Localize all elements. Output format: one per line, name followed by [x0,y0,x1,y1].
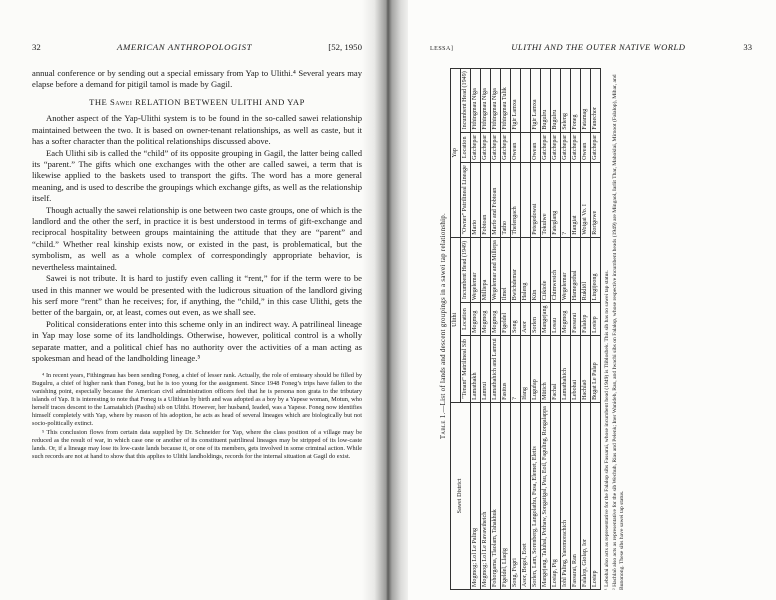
page-number-left: 32 [32,42,41,52]
table-cell: Woigai Vo. I [581,162,591,237]
table-cell: Losiep [591,402,601,589]
table-cell: Bugat Le Palap [591,335,601,402]
page-number-right: 33 [743,42,752,52]
table-cell: Gatchepar [491,132,501,162]
table-cell: Fanechor [591,69,601,133]
table-caption-text: —List of lands and descent groupings in a sawei tap relationship. [440,212,447,413]
issue-number: [52, 1950 [328,42,362,52]
table-cell: Milliepa [481,237,491,303]
table-cell: Lamathahich [561,335,571,402]
table-row [561,69,571,590]
table-cell: Sorlen [531,303,541,336]
table-cell: Seleng [561,69,571,133]
table-cell: Kün [531,237,541,303]
author-tag: LESSA] [430,46,454,52]
table-cell: Gatchepar [501,132,511,162]
table-cell: Petegedowai [531,162,541,237]
table-cell: Lamathahich and Lamrui [491,335,501,402]
intro-paragraph: annual conference or by sending out a special emissary from Yap to Ulithi.⁴ Several years may elapse before a demand for pitigil tamol is made by Gagil. [32,68,362,90]
table-cell: Mangejang [541,303,551,336]
table-cell: Mogmog; Lol Le Paling [471,402,481,589]
right-page [408,0,776,600]
table-cell: Losiap, Pig [551,402,561,589]
section-heading [32,97,362,108]
table-row [491,69,501,590]
table-row [541,69,551,590]
table-note: ¹ Lebohai also acts as representative for the Falalop sibs Fassarai, whose incumbent head (1949) is Tlibloshek. This sib has no sawei tap status. [604,270,610,590]
table-cell: Marfo and Fobtoan [491,162,501,237]
table-row [501,69,511,590]
table-cell: Rorigowe [591,162,601,237]
table-cell: ? [511,335,521,402]
table-cell: Mogmog [491,303,501,336]
table-cell: Chimwesich [551,237,561,303]
rotated-table-area [430,62,752,590]
table-cell: Thelengach [511,162,521,237]
table-header: Location [461,303,471,336]
table-cell: Hamegothal [571,237,581,303]
table-note: ² Hachlaö also acts as representative for the sib Wechuh, Rias and Pelenk; Iner Wanideb, Ran, and Iwachi sibs on Falalop, whose respective incumbent heads (1949) are Mingaol, Iarlit Thar, Mahoklai, Mimoot (Falalop), Mihar, and Bunonong. These sibs have sawei tap status. [611,74,625,590]
table-cell: Bwichdemar [511,237,521,303]
table-header: Incumbent Head (1949) [461,237,471,303]
table-cell: Gatchepar [541,132,551,162]
table-cell: Fohorgama, Tlaolam, Tahakhuk [491,402,501,589]
table-cell: Fasitus [501,335,511,402]
table-header: Location [461,132,471,162]
table-cell: Fobtoan [481,162,491,237]
table-header: Incumbent Head (1949) [461,69,471,133]
table-row [531,69,541,590]
table-caption-label: Table 1. [440,412,447,440]
left-running-header [32,42,362,52]
table-cell: Falalop [581,303,591,336]
table-row [571,69,581,590]
table-cell: Owean [581,132,591,162]
table-cell: Song, Fogri [511,402,521,589]
table-cell: Lebohai [571,335,581,402]
table-header: "Owner" Patrilineal Lineage [461,162,471,237]
table-cell: Wegelemar and Milliepa [491,237,501,303]
table-cell: Fatamag [581,69,591,133]
table-cell: Gatchepar [551,132,561,162]
table-cell: Sorlen, Lam, Sorenberg, Langolathu, Fusa, Elemet, Eletis [531,402,541,589]
table-cell: Fachal [551,335,561,402]
footnotes [32,372,362,462]
table-cell: Iohl Paling, Yaromorachich [561,402,571,589]
lands-table [450,68,601,590]
table-caption [440,62,447,590]
table-cell: Figir Lamxa [531,69,541,133]
table-header-sawei-district: Sawei District [451,402,471,589]
table-cell [521,132,531,162]
body-paragraph: Though actually the sawei relationship is one between two caste groups, one of which is the landlord and the other the serf, in practice it is best understood in terms of gift-exchange and reciprocal hospitality between groups maintaining the attitude that they are “parent” and “child.” Whether real kinship exists now, or existed in the past, is problematical, but the symbolism, as well as a whole complex of correspondingly appropriate behavior, is nevertheless maintained. [32,204,362,272]
body-paragraph: Each Ulithi sib is called the “child” of its opposite grouping in Gagil, the latter being called its “parent.” The gifts which one exchanges with the other are called sawei, a term that is likewise applied to the baskets used to transport the gifts. The word has a more general meaning, and is used to describe the groupings which exchange gifts, as well as the relationship itself. [32,147,362,204]
right-running-header [430,42,752,52]
table-cell: Figir Lamxa [511,69,521,133]
table-cell: Losiep [591,303,601,336]
table-cell [521,69,531,133]
table-row [511,69,521,590]
table-cell: Owean [511,132,521,162]
table-cell: Mario [471,162,481,237]
table-cell: Bugulru [541,69,551,133]
table-cell: Owean [531,132,541,162]
table-cell: Fateglang [551,162,561,237]
table-row [481,69,491,590]
table-row [471,69,481,590]
table-cell: Song [511,303,521,336]
section-heading-post: RELATION BETWEEN ULITHI AND YAP [132,96,305,107]
table-cell: Lugufap [531,335,541,402]
table-cell: Asor [521,303,531,336]
table-cell: Hangiat [571,162,581,237]
table-header-ulithi: Ulithi [451,237,461,402]
table-cell: Tatho [501,162,511,237]
table-cell: Fithingmau Niga [491,69,501,133]
footnote: ⁴ In recent years, Fithingmau has been sending Foneg, a chief of lesser rank. Actually, the role of emissary should be filled by Bugulru, a chief of higher rank than Foneg, but he is too young for the assignment. Since 1948 Foneg’s trips have fallen to the vanishing point, especially because the American civil administration officers feel that he is persona non grata to the tributary islands of Yap. It is interesting to note that Foneg is a Ulithian by birth and was adopted as a boy by a Yapese woman, Motun, who herself traces descent to the Lamatahich (Pasthu) sib on Ulithi. However, her husband, Ieaded, was a Yapese. Foneg now identifies himself completely with Yap, where by reason of his adoption, he acts as head of several lineages which are biologically but not socio-politically extinct. [32,371,362,427]
table-cell: Rukliöl [581,237,591,303]
table-cell: Mogmog [561,303,571,336]
left-body-text [32,68,362,462]
table-cell: Fassarai, Ran [571,402,581,589]
table-cell: Fithingmau Niga [471,69,481,133]
body-paragraph: Political considerations enter into this scheme only in an indirect way. A patrilineal lineage in Yap may lose some of its landholdings. Otherwise, however, political control is a wholly separate matter, and a political chief has no authority over the activities of a man acting as spokesman and head of the landholding lineage.⁵ [32,318,362,364]
table-header-yap: Yap [451,69,461,238]
table-cell: Mütich [541,335,551,402]
table-cell [521,162,531,237]
table-cell: Losau [551,303,561,336]
table-row [581,69,591,590]
table-cell: Ciikiole [541,237,551,303]
section-heading-sawei: Sawei [109,96,133,107]
table-cell: Gatchepar [481,132,491,162]
table-cell: Tokulwe [541,162,551,237]
journal-title: AMERICAN ANTHROPOLOGIST [116,42,253,52]
book-spine-shadow [362,0,412,600]
table-cell: Wegelemar [561,237,571,303]
table-cell: Bugulru [551,69,561,133]
table-cell: Fithingmau Niga [481,69,491,133]
table-row [521,69,531,590]
table-cell: Lamrui [481,335,491,402]
table-header: "Tenant" Matrilineal Sib [461,335,471,402]
table-cell: Fithingmau Tulik [501,69,511,133]
body-paragraph: Another aspect of the Yap-Ulithi system is to be found in the so-called sawei relationship maintained between the two. It is based on owner-tenant relationships, as well as caste, but it has a softer character than the political relationships discussed above. [32,113,362,147]
table-cell: Ilmel [501,237,511,303]
table-cell: Foneg [571,69,581,133]
body-paragraph: Sawei is not tribute. It is hard to justify even calling it “rent,” for if the term were to be used in this manner we would be presented with the ludicrous situation of the landlord giving his serf more “rent” than he receives; for, if anything, the “child,” in this case Ulithi, gets the better of the bargain, or, at least, comes out even, as we shall see. [32,273,362,318]
table-row [551,69,561,590]
table-body [471,69,601,590]
table-cell: Gatchepar [591,132,601,162]
table-cell: Wegelemar [471,237,481,303]
table-cell: Gatchepar [471,132,481,162]
table-cell: Falalop, Giolap, Ior [581,402,591,589]
table-cell: Gatchepar [561,132,571,162]
table-cell: Ifang [521,335,531,402]
table-cell: Figeldel, Llaqig [501,402,511,589]
table-cell: Asor, Bogol, Eoet [521,402,531,589]
table-cell: Hachlaö [581,335,591,402]
table-cell: Mogmog [471,303,481,336]
table-cell: Mangejang, Taluhal, Pothaw, Songatigal, Pau, Eoil, Faguling, Rongalappa [541,402,551,589]
running-title: ULITHI AND THE OUTER NATIVE WORLD [511,42,686,52]
table-notes [604,68,626,590]
table-cell: Gatchepar [571,132,581,162]
table-cell: Mogmog [481,303,491,336]
table-cell: Haleng [521,237,531,303]
table-row [591,69,601,590]
table-cell: Mogmog; Lol Le Ravawiheich [481,402,491,589]
table-cell: Fassarai [571,303,581,336]
table-cell: ? [561,162,571,237]
section-heading-pre: THE [89,96,110,107]
table-cell: Lingijeong [591,237,601,303]
rotated-table-content [430,62,752,590]
table-cell: Figeldel [501,303,511,336]
footnote: ⁵ This conclusion flows from certain data supplied by Dr. Schneider for Yap, where the class position of a village may be reduced as the result of war, in which case one or another of its constituent patrilineal lineages may be stripped of its low-caste lands. Or, if a lineage may lose its low-caste lands because it, or one of its members, gets involved in some criminal action. While such records are not at hand to show that this applies to Ulithi landholdings, records for the internal situation at Gagil do exist. [32,428,362,461]
table-cell: Lamathakh [471,335,481,402]
